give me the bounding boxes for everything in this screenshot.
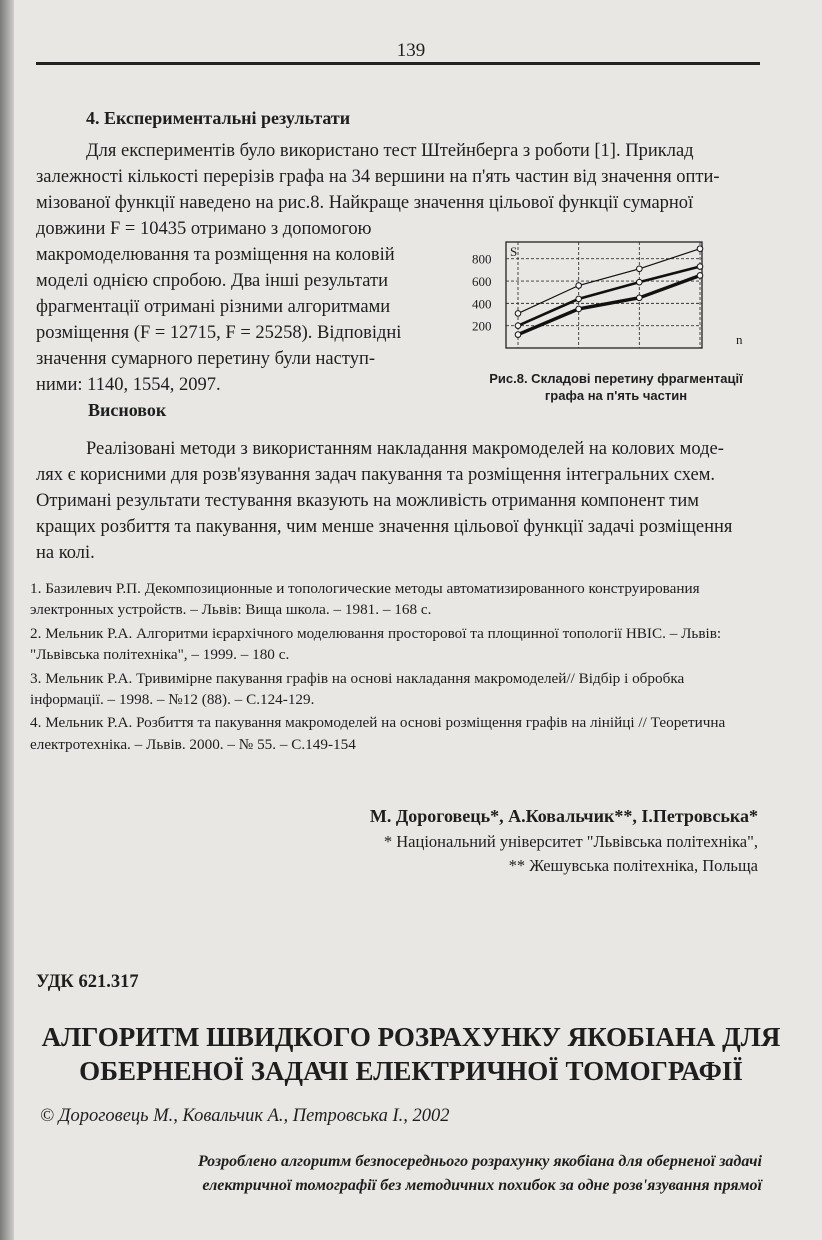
article-title-line: АЛГОРИТМ ШВИДКОГО РОЗРАХУНКУ ЯКОБІАНА ДЛЯ — [41, 1022, 781, 1052]
text-line: Отримані результати тестування вказують на можливість отримання компонент тим — [36, 491, 699, 511]
paragraph-results — [36, 216, 420, 398]
reference-line: "Львівська політехніка", – 1999. – 180 с. — [30, 646, 290, 664]
text-line: на колі. — [36, 543, 95, 563]
article-title-line: ОБЕРНЕНОЇ ЗАДАЧІ ЕЛЕКТРИЧНОЇ ТОМОГРАФІЇ — [79, 1056, 743, 1086]
data-point — [515, 323, 521, 329]
paragraph-conclusion — [36, 436, 760, 566]
y-tick-label: 200 — [472, 318, 492, 334]
y-tick-label: 800 — [472, 251, 492, 267]
article-title — [30, 1020, 792, 1088]
data-point — [515, 311, 521, 317]
abstract-line: Розроблено алгоритм безпосереднього розрахунку якобіана для оберненої задачі — [197, 1153, 762, 1170]
reference-line: электронных устройств. – Львів: Вища школа. – 1981. – 168 с. — [30, 601, 432, 619]
text-line: фрагментації отримані різними алгоритмами — [36, 297, 391, 317]
y-tick-label: 600 — [472, 274, 492, 290]
affiliation-2: ** Жешувська політехніка, Польща — [508, 856, 758, 875]
affiliation-1: * Національний університет "Львівська політехніка", — [383, 832, 758, 851]
text-line: значення сумарного перетину були наступ- — [36, 349, 376, 369]
copyright: © Дороговець М., Ковальчик А., Петровська І., 2002 — [40, 1106, 450, 1126]
text-line: Реалізовані методи з використанням накладання макромоделей на колових моде- — [86, 439, 724, 459]
text-line: розміщення (F = 12715, F = 25258). Відповідні — [36, 323, 402, 343]
text-line: моделі однією спробою. Два інші результати — [36, 271, 388, 291]
reference-item — [30, 712, 762, 755]
data-point — [576, 283, 582, 289]
data-point — [637, 279, 643, 285]
text-line: кращих розбиття та пакування, чим менше значення цільової функції задачі розміщення — [36, 517, 733, 537]
figure-8-chart — [446, 236, 758, 370]
text-line: залежності кількості перерізів графа на 34 вершини на п'ять частин від значення опти- — [36, 167, 720, 187]
reference-item — [30, 623, 762, 666]
data-point — [697, 273, 703, 279]
text-line: довжини F = 10435 отримано з допомогою — [36, 219, 372, 239]
data-point — [576, 306, 582, 312]
abstract — [30, 1150, 762, 1198]
abstract-line: електричної томографії без методичних похибок за одне розв'язування прямої — [202, 1177, 762, 1194]
caption-line: графа на п'ять частин — [544, 388, 688, 403]
reference-line: 1. Базилевич Р.П. Декомпозиционные и топологические методы автоматизированного конструирования — [30, 580, 700, 597]
reference-item — [30, 668, 762, 711]
reference-line: електротехніка. – Львів. 2000. – № 55. – С.149-154 — [30, 735, 356, 753]
udk-code: УДК 621.317 — [36, 972, 139, 992]
text-line: лях є корисними для розв'язування задач пакування та розміщення інтегральних схем. — [36, 465, 716, 485]
paragraph-experiment — [36, 138, 760, 216]
data-point — [637, 266, 643, 272]
text-line: ними: 1140, 1554, 2097. — [36, 375, 221, 395]
data-point — [697, 246, 703, 252]
header-rule — [36, 62, 760, 65]
conclusion-title: Висновок — [88, 400, 167, 420]
references-list — [30, 578, 762, 757]
data-point — [515, 332, 521, 338]
data-point — [697, 264, 703, 270]
data-point — [576, 296, 582, 302]
y-tick-label: 400 — [472, 296, 492, 312]
section-title: 4. Експериментальні результати — [86, 108, 351, 128]
text-line: Для експериментів було використано тест Штейнберга з роботи [1]. Приклад — [86, 141, 694, 161]
series-line-middle — [518, 267, 700, 326]
reference-line: 4. Мельник Р.А. Розбиття та пакування макромоделей на основі розміщення графів на лінійці // Теоретична — [30, 714, 726, 732]
page-number: 139 — [396, 40, 426, 61]
reference-item — [30, 578, 762, 621]
figure-caption — [446, 370, 786, 404]
reference-line: 3. Мельник Р.А. Тривимірне пакування графів на основі накладання макромоделей// Відбір і обробка — [30, 669, 685, 687]
scan-edge — [0, 0, 14, 1240]
text-line: мізованої функції наведено на рис.8. Найкраще значення цільової функції сумарної — [36, 193, 694, 213]
y-axis-label: S — [510, 244, 518, 259]
caption-line: Рис.8. Складові перетину фрагментації — [489, 371, 743, 386]
data-point — [637, 295, 643, 301]
authors: М. Дороговець*, А.Ковальчик**, І.Петровська* — [369, 806, 758, 826]
reference-line: 2. Мельник Р.А. Алгоритми ієрархічного моделювання просторової та площинної топології НВІС. – Львів: — [30, 624, 722, 642]
x-axis-label: n — [736, 332, 743, 347]
text-line: макромоделювання та розміщення на коловій — [36, 245, 395, 265]
reference-line: інформації. – 1998. – №12 (88). – С.124-129. — [30, 691, 315, 709]
